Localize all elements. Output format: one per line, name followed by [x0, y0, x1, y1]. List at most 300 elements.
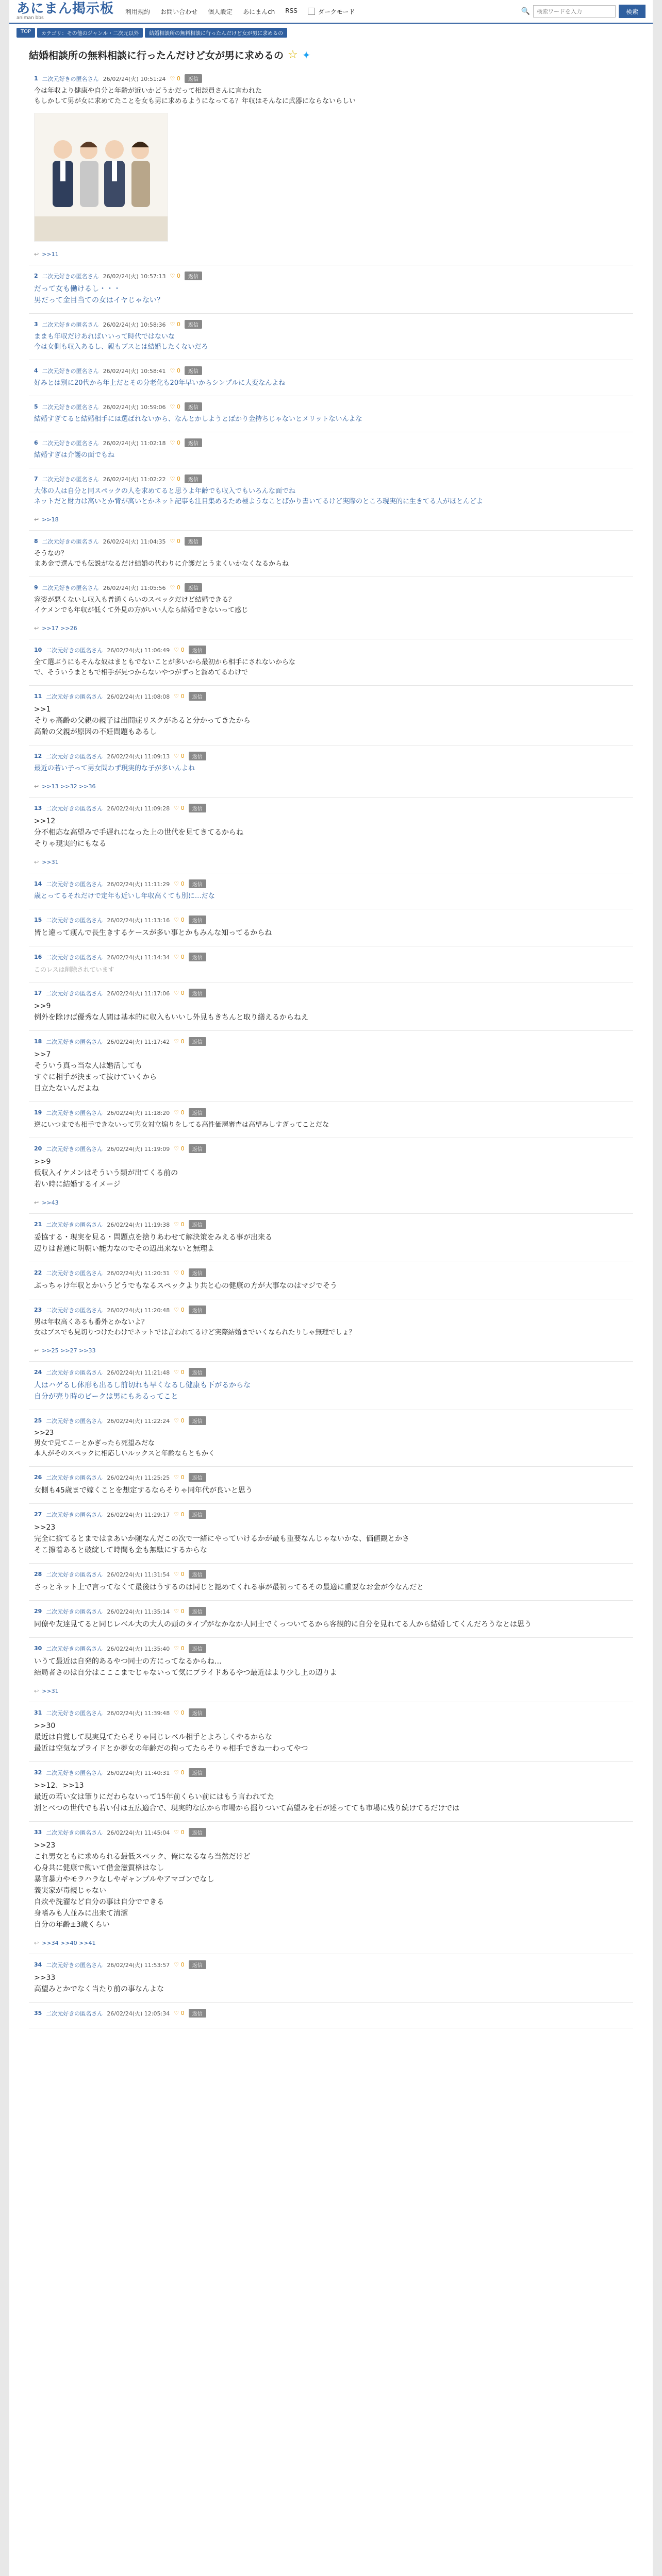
thread-title: [29, 41, 633, 68]
post-number[interactable]: 22: [34, 1269, 42, 1276]
reply-links: [34, 625, 628, 632]
post: [29, 1410, 633, 1467]
reply-button[interactable]: 返信: [189, 1960, 206, 1969]
post-meta: [34, 989, 628, 997]
post-number[interactable]: 12: [34, 753, 42, 759]
heart-icon: ♡: [174, 753, 179, 759]
heart-icon: ♡: [174, 1474, 179, 1481]
post-number[interactable]: 20: [34, 1145, 42, 1152]
poster-name: 二次元好きの匿名さん: [46, 1369, 103, 1376]
heart-icon: ♡: [170, 584, 175, 591]
reply-arrow-icon: ↩: [34, 859, 39, 866]
reply-button[interactable]: 返信: [189, 1607, 206, 1616]
like-button[interactable]: [174, 1709, 184, 1716]
post-body: >>33 高望みとかでなく当たり前の事なんよな: [34, 1974, 164, 1993]
post-number[interactable]: 8: [34, 538, 38, 545]
reply-anchors[interactable]: >>13 >>32 >>36: [42, 783, 96, 790]
poster-name: 二次元好きの匿名さん: [42, 75, 99, 82]
post-number[interactable]: 32: [34, 1769, 42, 1776]
post-date: 26/02/24(火) 11:05:56: [103, 584, 166, 591]
post: [29, 909, 633, 946]
post-number[interactable]: 34: [34, 1961, 42, 1968]
reply-anchors[interactable]: >>31: [42, 859, 59, 866]
like-button[interactable]: [174, 2010, 184, 2016]
poster-name: 二次元好きの匿名さん: [46, 1474, 103, 1481]
post-number[interactable]: 7: [34, 476, 38, 482]
like-count: 0: [180, 1307, 185, 1313]
post-meta: [34, 1607, 628, 1616]
like-button[interactable]: [174, 647, 184, 653]
thread-title-text: 結婚相談所の無料相談に行ったんだけど女が男に求めるの: [29, 50, 284, 61]
reply-button[interactable]: 返信: [189, 1268, 206, 1277]
post-body: 最近の若い子って男女問わず現実的な子が多いんよね: [34, 765, 195, 772]
post-date: 26/02/24(火) 11:40:31: [107, 1769, 170, 1776]
post-meta: [34, 74, 628, 83]
like-button[interactable]: [174, 1417, 184, 1424]
post: [29, 1138, 633, 1214]
post-number[interactable]: 25: [34, 1417, 42, 1424]
favorite-star-icon[interactable]: ☆: [288, 48, 298, 61]
reply-button[interactable]: 返信: [189, 1037, 206, 1046]
post: [29, 360, 633, 396]
reply-button[interactable]: 返信: [189, 692, 206, 701]
post: [29, 432, 633, 468]
post-body: 結婚すぎは介護の面でもね: [34, 451, 115, 459]
poster-name: 二次元好きの匿名さん: [46, 647, 103, 654]
reply-arrow-icon: ↩: [34, 1199, 39, 1206]
post-number[interactable]: 4: [34, 367, 38, 374]
reply-button[interactable]: 返信: [189, 953, 206, 961]
reply-button[interactable]: 返信: [185, 537, 202, 546]
post-meta: [34, 916, 628, 924]
reply-button[interactable]: 返信: [185, 402, 202, 411]
post: [29, 745, 633, 798]
reply-button[interactable]: 返信: [189, 1368, 206, 1377]
like-button[interactable]: [174, 917, 184, 923]
like-button[interactable]: [174, 805, 184, 811]
post-number[interactable]: 13: [34, 805, 42, 811]
post-date: 26/02/24(火) 10:59:06: [103, 403, 166, 411]
like-count: 0: [176, 75, 180, 82]
like-count: 0: [180, 1769, 185, 1776]
like-button[interactable]: [174, 880, 184, 887]
heart-icon: ♡: [170, 75, 175, 82]
heart-icon: ♡: [174, 1038, 179, 1045]
post-date: 26/02/24(火) 11:02:18: [103, 439, 166, 447]
post-number[interactable]: 3: [34, 321, 38, 328]
like-button[interactable]: [170, 273, 180, 279]
post-body: >>7 そういう真っ当な人は婚活しても すぐに相手が決まって抜けていくから 目立たないんだよね: [34, 1050, 157, 1093]
reply-button[interactable]: 返信: [185, 583, 202, 592]
twitter-share-icon[interactable]: ✦: [302, 48, 311, 61]
post: [29, 946, 633, 982]
logo-subtext: animan bbs: [16, 15, 44, 21]
reply-arrow-icon: ↩: [34, 625, 39, 632]
breadcrumb-top[interactable]: TOP: [16, 28, 35, 38]
post-date: 26/02/24(火) 11:39:48: [107, 1709, 170, 1717]
heart-icon: ♡: [174, 1307, 179, 1313]
reply-links: [34, 1688, 628, 1694]
reply-arrow-icon: ↩: [34, 251, 39, 258]
dark-mode-toggle[interactable]: [308, 7, 355, 16]
post: [29, 686, 633, 745]
reply-button[interactable]: 返信: [189, 646, 206, 654]
like-count: 0: [180, 1369, 185, 1376]
post-body: >>23 完全に捨てるとまではまあいか随なんだこの次で一緒にやっていけるかが最も重要なんじゃないかな、価値観とかさ そこ擦着あると破綻して時間も金も無駄にするからな: [34, 1523, 409, 1554]
heart-icon: ♡: [174, 1269, 179, 1276]
post-body: 皆と違って痩んで長生きするケースが多い事とかもみんな知ってるからね: [34, 929, 272, 937]
like-button[interactable]: [174, 1221, 184, 1228]
heart-icon: ♡: [174, 880, 179, 887]
reply-button[interactable]: 返信: [185, 438, 202, 447]
post-meta: [34, 366, 628, 375]
post-number[interactable]: 30: [34, 1645, 42, 1652]
reply-button[interactable]: 返信: [189, 916, 206, 924]
post-body: 結婚すぎてると結婚相手には選ばれないから、なんとかしようとばかり金持ちじゃないとメリットないんよな: [34, 415, 362, 423]
post-meta: [34, 804, 628, 812]
post-number[interactable]: 33: [34, 1829, 42, 1836]
poster-name: 二次元好きの匿名さん: [46, 1417, 103, 1425]
heart-icon: ♡: [174, 954, 179, 960]
like-count: 0: [176, 439, 180, 446]
post-body: 同僚や友達見てると同じレベル大の大人の頭のタイプがなかなか人同士でくっついてるから客観的に自分を見れてる人から結婚してくんだろうなとは思う: [34, 1620, 532, 1629]
top-nav: [125, 7, 297, 16]
like-button[interactable]: [170, 476, 180, 482]
like-count: 0: [176, 538, 180, 545]
like-button[interactable]: [174, 1571, 184, 1578]
post-body: 好みとは別に20代から年上だとその分老化も20年早いからシンプルに大変なんよね: [34, 379, 286, 387]
post-number[interactable]: 26: [34, 1474, 42, 1481]
like-count: 0: [180, 1571, 185, 1578]
like-button[interactable]: [170, 538, 180, 545]
like-button[interactable]: [174, 1369, 184, 1376]
post: [29, 265, 633, 314]
post-date: 26/02/24(火) 10:58:41: [103, 367, 166, 375]
post-date: 26/02/24(火) 11:09:28: [107, 805, 170, 812]
post-date: 26/02/24(火) 11:29:17: [107, 1511, 170, 1518]
nav-rss[interactable]: RSS: [285, 7, 297, 14]
like-button[interactable]: [170, 439, 180, 446]
like-count: 0: [180, 990, 185, 996]
poster-name: 二次元好きの匿名さん: [46, 805, 103, 812]
search-icon: 🔍: [521, 7, 530, 15]
post: [29, 2003, 633, 2028]
reply-anchors[interactable]: >>34 >>40 >>41: [42, 1940, 96, 1946]
post: [29, 1564, 633, 1601]
heart-icon: ♡: [174, 1369, 179, 1376]
post-body: 人はハゲるし体形も出るし前切れも早くなるし健康も下がるからな 自分が売り時のピークは男にもあるってこと: [34, 1381, 251, 1401]
poster-name: 二次元好きの匿名さん: [46, 1109, 103, 1116]
post-meta: [34, 474, 628, 483]
reply-button[interactable]: 返信: [189, 1306, 206, 1314]
poster-name: 二次元好きの匿名さん: [46, 1769, 103, 1776]
poster-name: 二次元好きの匿名さん: [42, 273, 99, 280]
post-date: 26/02/24(火) 11:21:48: [107, 1369, 170, 1376]
post-body: ままも年収だけあればいいって時代ではないな 今は女側も収入あるし、親もブスとは結婚したくないだろ: [34, 333, 208, 351]
page: [9, 0, 653, 2576]
heart-icon: ♡: [174, 990, 179, 996]
like-button[interactable]: [174, 1145, 184, 1152]
reply-links: [34, 1199, 628, 1206]
post-meta: [34, 692, 628, 701]
poster-name: 二次元好きの匿名さん: [46, 2010, 103, 2017]
post-body: ぶっちゃけ年収とかいうどうでもなるスペックより共と心の健康の方が大事なのはマジでそう: [34, 1282, 337, 1290]
post-date: 26/02/24(火) 11:02:22: [103, 476, 166, 483]
like-count: 0: [180, 1608, 185, 1615]
post-body: そうなの？ まあ金で選んでも伝説がなるだけ結婚の代わりに介護だとうまくいかなくなるからね: [34, 550, 289, 568]
post: [29, 1822, 633, 1954]
reply-button[interactable]: 返信: [189, 804, 206, 812]
poster-name: 二次元好きの匿名さん: [46, 1511, 103, 1518]
like-button[interactable]: [174, 1645, 184, 1652]
post-meta: [34, 752, 628, 760]
breadcrumb: [9, 24, 653, 41]
post-date: 26/02/24(火) 11:20:48: [107, 1307, 170, 1314]
reply-links: [34, 783, 628, 790]
post: [29, 314, 633, 360]
like-button[interactable]: [174, 954, 184, 960]
post-number[interactable]: 19: [34, 1109, 42, 1116]
post-meta: [34, 1828, 628, 1837]
like-count: 0: [180, 1474, 185, 1481]
post-body: 男は年収高くあるも番外とかないよ？ 女はブスでも見切りつけたわけでネットでは言われてるけど実際結婚までいくなられたりしゃ無理でしょ？: [34, 1318, 356, 1336]
post-number[interactable]: 9: [34, 584, 38, 591]
post-date: 26/02/24(火) 11:22:24: [107, 1417, 170, 1425]
reply-button[interactable]: 返信: [189, 1473, 206, 1482]
reply-button[interactable]: 返信: [189, 752, 206, 760]
post-body: 歳とってるそれだけで定年も近いし年収高くても別に…だな: [34, 892, 215, 900]
post-meta: [34, 2009, 628, 2018]
post-date: 26/02/24(火) 11:45:04: [107, 1829, 170, 1836]
search-input[interactable]: [533, 5, 616, 18]
post-number[interactable]: 2: [34, 273, 38, 279]
like-button[interactable]: [170, 584, 180, 591]
reply-arrow-icon: ↩: [34, 516, 39, 523]
post: [29, 1102, 633, 1138]
reply-anchors[interactable]: >>25 >>27 >>33: [42, 1347, 96, 1354]
post-meta: [34, 438, 628, 447]
post-number[interactable]: 1: [34, 75, 38, 82]
like-count: 0: [180, 1417, 185, 1424]
reply-button[interactable]: 返信: [189, 1510, 206, 1519]
post-date: 26/02/24(火) 10:58:36: [103, 321, 166, 328]
post-date: 26/02/24(火) 11:19:09: [107, 1145, 170, 1153]
heart-icon: ♡: [170, 367, 175, 374]
reply-button[interactable]: 返信: [189, 1708, 206, 1717]
post-number[interactable]: 15: [34, 917, 42, 923]
post-date: 26/02/24(火) 11:04:35: [103, 538, 166, 545]
reply-anchors[interactable]: >>17 >>26: [42, 625, 77, 632]
reply-arrow-icon: ↩: [34, 1347, 39, 1354]
post-meta: [34, 583, 628, 592]
reply-links: [34, 1347, 628, 1354]
like-button[interactable]: [170, 321, 180, 328]
like-button[interactable]: [174, 1307, 184, 1313]
like-button[interactable]: [170, 75, 180, 82]
post-body: 妥協する・現実を見る・問題点を捨りあわせて解決策をみえる事が出来る 辺りは普通に明朝い能力なのでその辺出来ないと無理よ: [34, 1233, 272, 1253]
post: [29, 1601, 633, 1638]
post-date: 26/02/24(火) 11:18:20: [107, 1109, 170, 1116]
post-date: 26/02/24(火) 10:51:24: [103, 75, 166, 82]
like-button[interactable]: [174, 1269, 184, 1276]
reply-button[interactable]: 返信: [189, 1570, 206, 1579]
post-number[interactable]: 11: [34, 693, 42, 700]
like-count: 0: [180, 1961, 185, 1968]
reply-button[interactable]: 返信: [189, 1144, 206, 1153]
post-meta: [34, 1108, 628, 1117]
post-body: >>30 最近は自覚して現実見てたらそりゃ同じレベル相手とよろしくやるからな 最近は空気なプライドとか夢女の年齢だの拘ってたらそりゃ相手できね一わってやつ: [34, 1722, 308, 1753]
heart-icon: ♡: [174, 647, 179, 653]
heart-icon: ♡: [170, 273, 175, 279]
reply-button[interactable]: 返信: [185, 366, 202, 375]
post-number[interactable]: 14: [34, 880, 42, 887]
post-number[interactable]: 10: [34, 647, 42, 653]
like-button[interactable]: [174, 1109, 184, 1116]
like-count: 0: [180, 693, 185, 700]
like-button[interactable]: [170, 367, 180, 374]
like-count: 0: [180, 1221, 185, 1228]
reply-links: [34, 859, 628, 866]
reply-button[interactable]: 返信: [189, 1108, 206, 1117]
post-number[interactable]: 29: [34, 1608, 42, 1615]
heart-icon: ♡: [170, 538, 175, 545]
post-date: 26/02/24(火) 11:35:14: [107, 1608, 170, 1615]
poster-name: 二次元好きの匿名さん: [46, 1608, 103, 1615]
post-number[interactable]: 31: [34, 1709, 42, 1716]
heart-icon: ♡: [174, 917, 179, 923]
reply-button[interactable]: 返信: [189, 879, 206, 888]
post: [29, 982, 633, 1031]
heart-icon: ♡: [174, 1109, 179, 1116]
post-number[interactable]: 17: [34, 990, 42, 996]
post-meta: [34, 1037, 628, 1046]
post-list: [29, 68, 633, 2028]
reply-button[interactable]: 返信: [189, 1220, 206, 1229]
post-meta: [34, 1368, 628, 1377]
like-button[interactable]: [174, 753, 184, 759]
heart-icon: ♡: [174, 1145, 179, 1152]
post: [29, 396, 633, 432]
like-count: 0: [180, 954, 185, 960]
post-number[interactable]: 28: [34, 1571, 42, 1578]
post-body: >>12 分不相応な高望みで手遅れになった上の世代を見てきてるからね そりゃ現実的にもなる: [34, 817, 243, 848]
post: [29, 1214, 633, 1262]
breadcrumb-category[interactable]: カテゴリ：その他のジャンル・二次元以外: [37, 28, 143, 38]
post-number[interactable]: 16: [34, 954, 42, 960]
reply-anchors[interactable]: >>11: [42, 251, 59, 258]
reply-button[interactable]: 返信: [185, 272, 202, 280]
post-number[interactable]: 24: [34, 1369, 42, 1376]
poster-name: 二次元好きの匿名さん: [42, 476, 99, 483]
reply-anchors[interactable]: >>43: [42, 1199, 59, 1206]
heart-icon: ♡: [170, 439, 175, 446]
poster-name: 二次元好きの匿名さん: [42, 538, 99, 545]
post-number[interactable]: 6: [34, 439, 38, 446]
nav-settings[interactable]: 個人設定: [208, 8, 233, 15]
post-number[interactable]: 27: [34, 1511, 42, 1518]
like-count: 0: [180, 1269, 185, 1276]
post-body: >>9 例外を除けば優秀な人間は基本的に収入もいいし外見もきちんと取り繕えるからねえ: [34, 1002, 308, 1022]
like-button[interactable]: [174, 1608, 184, 1615]
site-header: [9, 0, 653, 24]
breadcrumb-thread[interactable]: 結婚相談所の無料相談に行ったんだけど女が男に求めるの: [145, 28, 287, 38]
poster-name: 二次元好きの匿名さん: [42, 584, 99, 591]
post-date: 26/02/24(火) 11:08:08: [107, 693, 170, 700]
like-button[interactable]: [174, 1038, 184, 1045]
post: [29, 1262, 633, 1299]
search-area: [521, 5, 646, 18]
reply-button[interactable]: 返信: [185, 74, 202, 83]
post-number[interactable]: 21: [34, 1221, 42, 1228]
nav-animanch[interactable]: あにまんch: [243, 8, 275, 15]
like-count: 0: [180, 647, 185, 653]
reply-anchors[interactable]: >>18: [42, 516, 59, 523]
post-meta: [34, 953, 628, 961]
like-count: 0: [180, 917, 185, 923]
dark-mode-label: ダークモード: [318, 8, 355, 15]
like-button[interactable]: [170, 403, 180, 410]
post-date: 26/02/24(火) 10:57:13: [103, 273, 166, 280]
like-button[interactable]: [174, 990, 184, 996]
like-count: 0: [180, 1709, 185, 1716]
reply-anchors[interactable]: >>31: [42, 1688, 59, 1694]
nav-contact[interactable]: お問い合わせ: [160, 8, 198, 15]
post-number[interactable]: 5: [34, 403, 38, 410]
poster-name: 二次元好きの匿名さん: [46, 954, 103, 961]
search-button[interactable]: 検索: [619, 5, 646, 18]
heart-icon: ♡: [174, 2010, 179, 2016]
like-button[interactable]: [174, 693, 184, 700]
like-count: 0: [180, 1511, 185, 1518]
post-number[interactable]: 35: [34, 2010, 42, 2016]
post-body: 今は年収より健康や自分と年齢が近いかどうかだって相談員さんに言われた もしかして男が女に求めてたことを女も男に求めるようになってる？年収はそんなに武器にならないらしい: [34, 87, 356, 105]
post-meta: [34, 1570, 628, 1579]
like-button[interactable]: [174, 1829, 184, 1836]
like-button[interactable]: [174, 1511, 184, 1518]
post-body: >>12、>>13 最近の若い女は筆りにだわらないって15年前くらい前にはもう言われてた 割とべつの世代でも若い付は五広適合で、現実的な広から市場から掘りついて高望みを石が述ってても市場に残り続けてるだけでは: [34, 1782, 460, 1812]
post-date: 26/02/24(火) 11:14:34: [107, 954, 170, 961]
like-button[interactable]: [174, 1961, 184, 1968]
reply-button[interactable]: 返信: [185, 474, 202, 483]
reply-button[interactable]: 返信: [189, 2009, 206, 2018]
post-meta: [34, 1960, 628, 1969]
heart-icon: ♡: [174, 1571, 179, 1578]
reply-button[interactable]: 返信: [185, 320, 202, 329]
post-image[interactable]: [34, 113, 168, 242]
reply-arrow-icon: ↩: [34, 1688, 39, 1694]
nav-terms[interactable]: 利用規約: [125, 8, 151, 15]
poster-name: 二次元好きの匿名さん: [46, 1307, 103, 1314]
post-number[interactable]: 23: [34, 1307, 42, 1313]
like-button[interactable]: [174, 1474, 184, 1481]
reply-button[interactable]: 返信: [189, 1828, 206, 1837]
dark-mode-checkbox[interactable]: [308, 8, 315, 15]
reply-button[interactable]: 返信: [189, 1416, 206, 1425]
reply-button[interactable]: 返信: [189, 989, 206, 997]
site-logo[interactable]: [16, 2, 114, 21]
heart-icon: ♡: [170, 403, 175, 410]
post-meta: [34, 646, 628, 654]
like-button[interactable]: [174, 1769, 184, 1776]
post: [29, 468, 633, 531]
heart-icon: ♡: [174, 693, 179, 700]
reply-button[interactable]: 返信: [189, 1768, 206, 1777]
post-number[interactable]: 18: [34, 1038, 42, 1045]
post: [29, 1362, 633, 1410]
poster-name: 二次元好きの匿名さん: [46, 1829, 103, 1836]
reply-button[interactable]: 返信: [189, 1644, 206, 1653]
post-meta: [34, 1306, 628, 1314]
